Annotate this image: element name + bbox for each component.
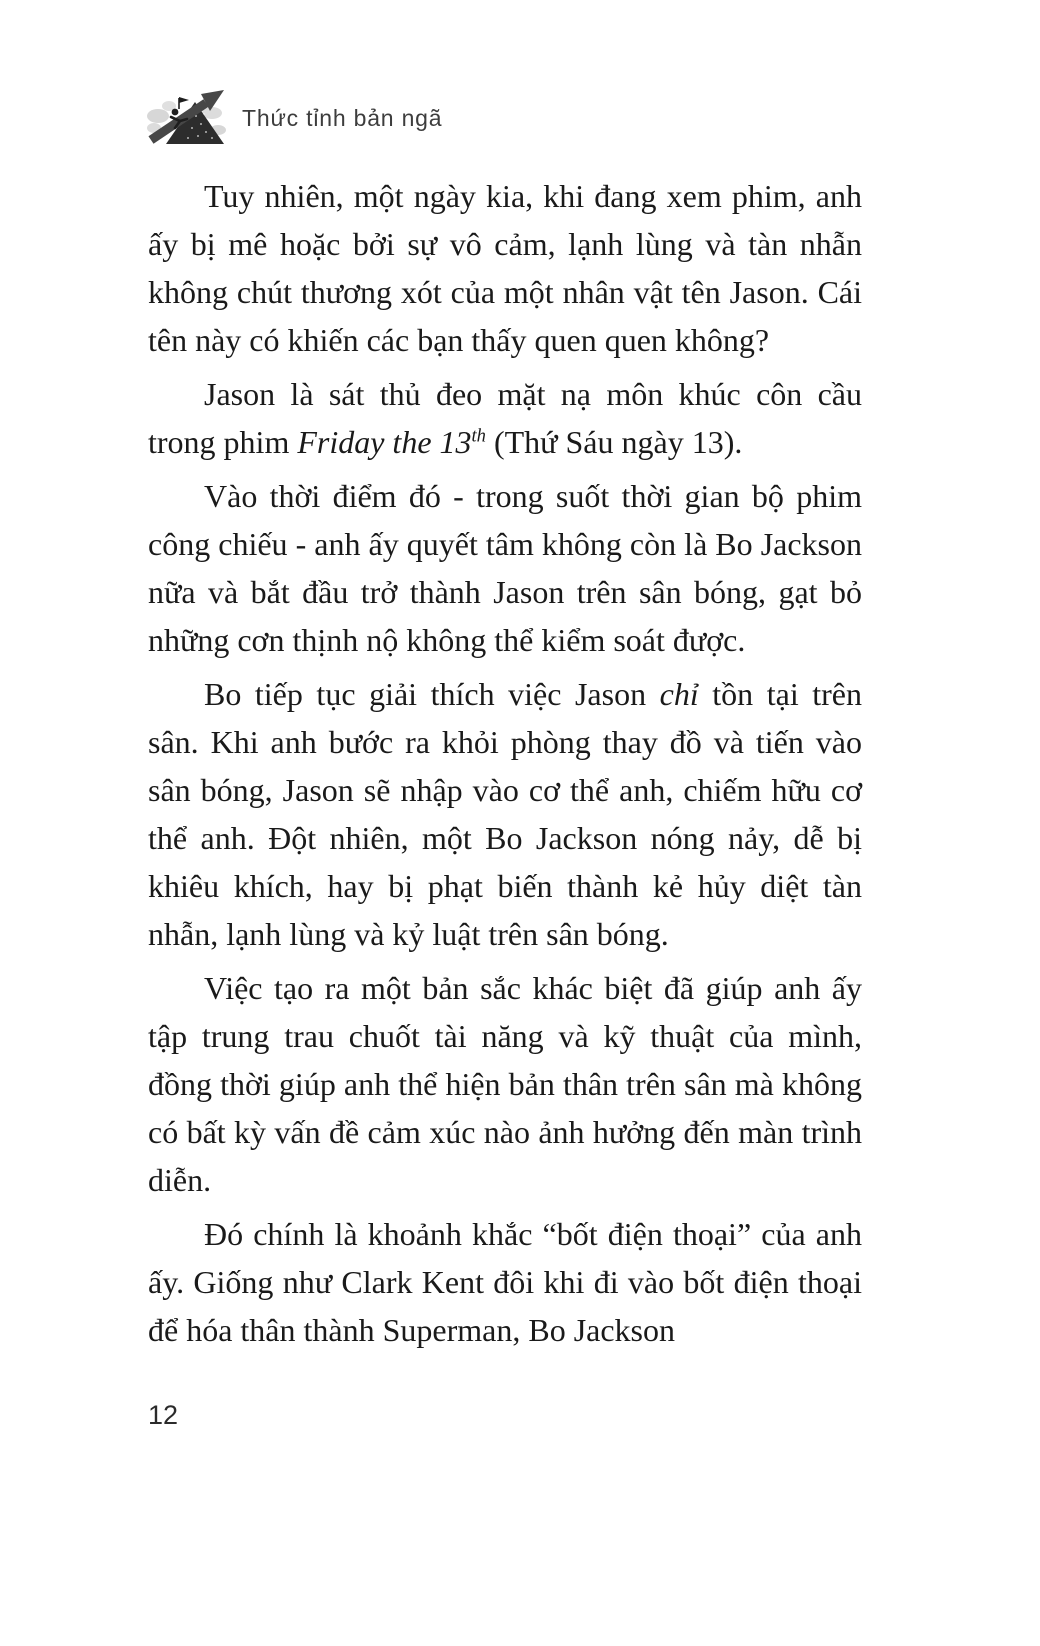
paragraph-2 (148, 370, 862, 466)
page-number: 12 (148, 1400, 179, 1430)
text-segment: Đó chính là khoảnh khắc “bốt điện thoại” của anh ấy. Giống như Clark Kent đôi khi đi vào bốt điện thoại để hóa thân thành Superman, Bo Jackson (148, 1216, 862, 1348)
emphasis-italic: chỉ (659, 676, 699, 712)
text-segment: Tuy nhiên, một ngày kia, khi đang xem phim, anh ấy bị mê hoặc bởi sự vô cảm, lạnh lùng và tàn nhẫn không chút thương xót của một nhân vật tên Jason. Cái tên này có khiến các bạn thấy quen quen không? (148, 178, 862, 358)
text-segment: tồn tại trên sân. Khi anh bước ra khỏi phòng thay đồ và tiến vào sân bóng, Jason sẽ nhập vào cơ thể anh, chiếm hữu cơ thể anh. Đột nhiên, một Bo Jackson nóng nảy, dễ bị khiêu khích, hay bị phạt biến thành kẻ hủy diệt tàn nhẫn, lạnh lùng và kỷ luật trên sân bóng. (148, 676, 863, 952)
paragraph-6 (148, 1210, 862, 1354)
text-segment: Vào thời điểm đó - trong suốt thời gian bộ phim công chiếu - anh ấy quyết tâm không còn là Bo Jackson nữa và bắt đầu trở thành Jason trên sân bóng, gạt bỏ những cơn thịnh nộ không thể kiểm soát được. (148, 478, 862, 658)
paragraph-3 (148, 472, 862, 664)
ordinal-superscript: th (471, 425, 486, 447)
running-head-title: Thức tỉnh bản ngã (242, 104, 443, 131)
paragraph-5 (148, 964, 862, 1204)
text-segment: Bo tiếp tục giải thích việc Jason (204, 676, 660, 712)
text-segment: (Thứ Sáu ngày 13). (485, 424, 743, 460)
page-header (146, 86, 442, 144)
text-segment: Việc tạo ra một bản sắc khác biệt đã giúp anh ấy tập trung trau chuốt tài năng và kỹ thuật của mình, đồng thời giúp anh thể hiện bản thân trên sân mà không có bất kỳ vấn đề cảm xúc nào ảnh hưởng đến màn trình diễn. (148, 970, 862, 1198)
body-text (148, 172, 862, 1360)
text-segment: Jason là sát thủ đeo mặt nạ môn khúc côn cầu trong phim (148, 376, 862, 460)
mountain-climb-arrow-icon (146, 86, 226, 144)
paragraph-1 (148, 172, 862, 364)
movie-title-italic: Friday the 13 (297, 424, 472, 460)
paragraph-4 (148, 670, 862, 958)
